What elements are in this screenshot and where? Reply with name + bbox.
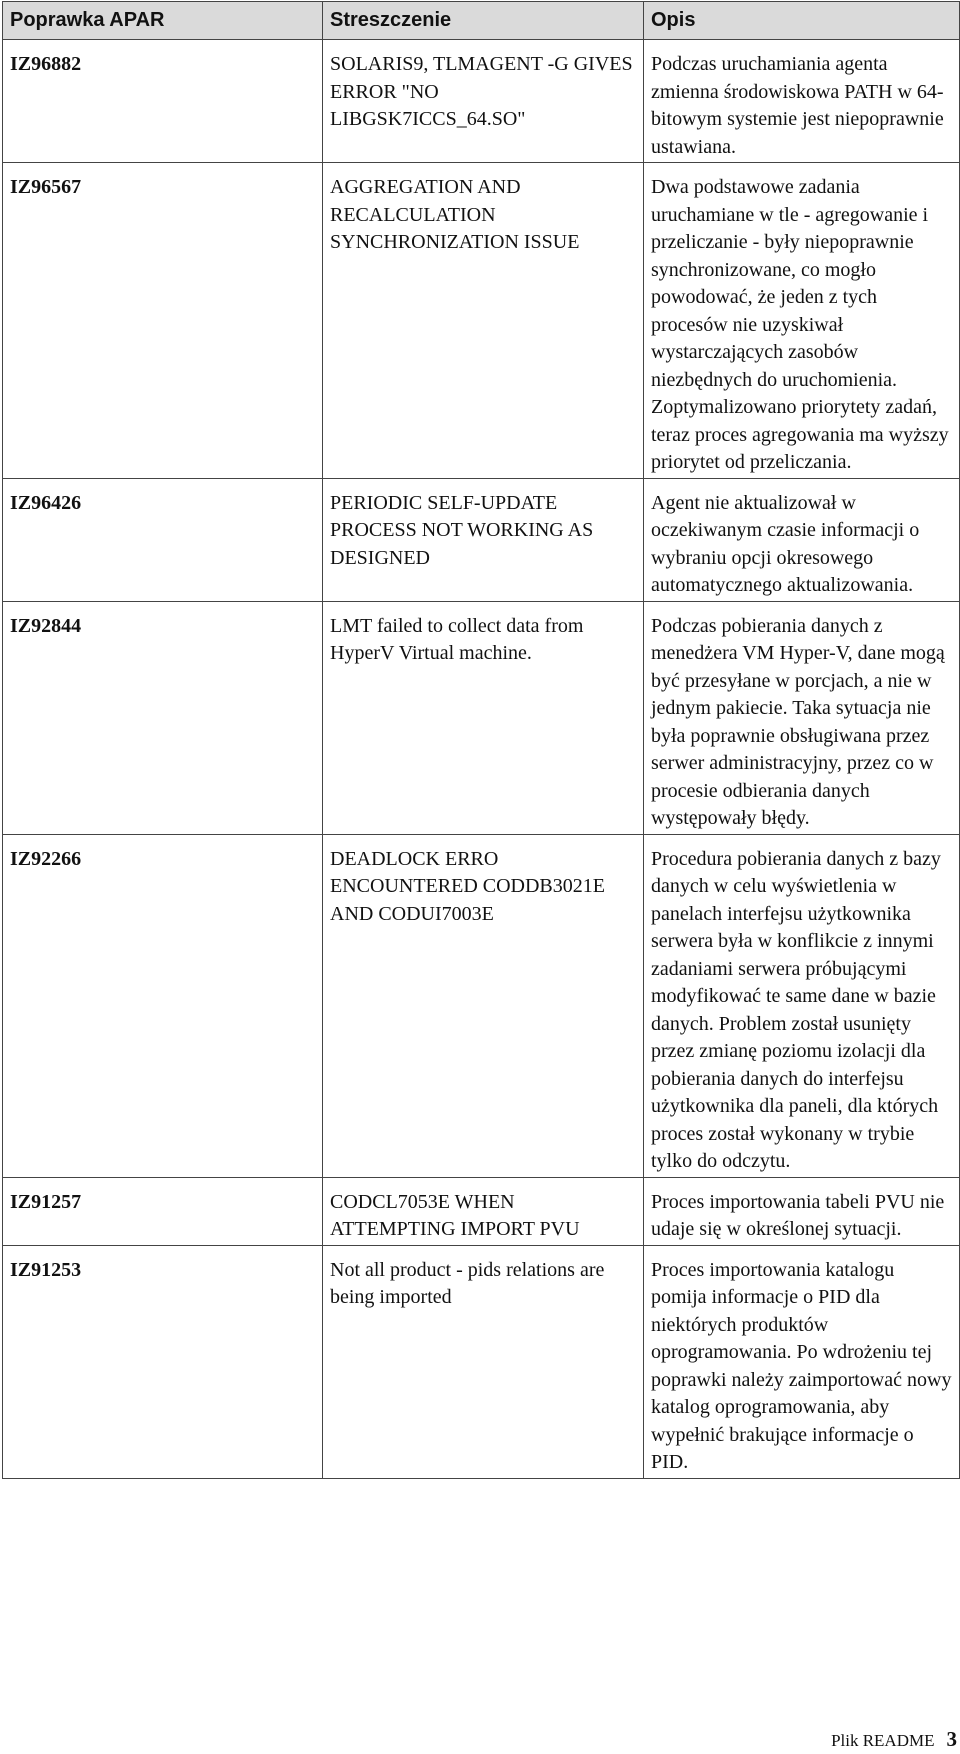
apar-description: Agent nie aktualizował w oczekiwanym czasie informacji o wybraniu opcji okresowego automatycznego aktualizowania. (644, 478, 960, 601)
table-row (3, 40, 960, 163)
apar-summary: CODCL7053E WHEN ATTEMPTING IMPORT PVU (323, 1177, 644, 1245)
apar-description: Proces importowania tabeli PVU nie udaje się w określonej sytuacji. (644, 1177, 960, 1245)
header-summary: Streszczenie (323, 2, 644, 40)
apar-summary: SOLARIS9, TLMAGENT -G GIVES ERROR "NO LIBGSK7ICCS_64.SO" (323, 40, 644, 163)
table-row (3, 834, 960, 1177)
table-row (3, 1177, 960, 1245)
footer-document-label: Plik README (831, 1731, 935, 1750)
apar-id: IZ92844 (3, 601, 323, 834)
table-body (3, 40, 960, 1479)
table-row (3, 478, 960, 601)
apar-description: Proces importowania katalogu pomija informacje o PID dla niektórych produktów oprogramowania. Po wdrożeniu tej poprawki należy zaimportować nowy katalog oprogramowania, aby wypełnić brakujące informacje o PID. (644, 1245, 960, 1478)
page-number: 3 (946, 1727, 957, 1751)
apar-summary: AGGREGATION AND RECALCULATION SYNCHRONIZATION ISSUE (323, 163, 644, 479)
header-description: Opis (644, 2, 960, 40)
apar-summary: LMT failed to collect data from HyperV Virtual machine. (323, 601, 644, 834)
apar-id: IZ96567 (3, 163, 323, 479)
apar-description: Dwa podstawowe zadania uruchamiane w tle - agregowanie i przeliczanie - były niepoprawnie synchronizowane, co mogło powodować, że jeden z tych procesów nie uzyskiwał wystarczających zasobów niezbędnych do uruchomienia. Zoptymalizowano priorytety zadań, teraz proces agregowania ma wyższy priorytet od przeliczania. (644, 163, 960, 479)
apar-id: IZ96426 (3, 478, 323, 601)
table-row (3, 163, 960, 479)
apar-id: IZ91253 (3, 1245, 323, 1478)
apar-id: IZ96882 (3, 40, 323, 163)
apar-id: IZ92266 (3, 834, 323, 1177)
table-row (3, 1245, 960, 1478)
apar-summary: PERIODIC SELF-UPDATE PROCESS NOT WORKING AS DESIGNED (323, 478, 644, 601)
table-header (3, 2, 960, 40)
apar-description: Procedura pobierania danych z bazy danych w celu wyświetlenia w panelach interfejsu użytkownika serwera była w konflikcie z innymi zadaniami serwera próbującymi modyfikować te same dane w bazie danych. Problem został usunięty przez zmianę poziomu izolacji dla pobierania danych do interfejsu użytkownika dla paneli, dla których proces został wykonany w trybie tylko do odczytu. (644, 834, 960, 1177)
header-row (3, 2, 960, 40)
page-footer (831, 1727, 957, 1752)
apar-description: Podczas uruchamiania agenta zmienna środowiskowa PATH w 64-bitowym systemie jest niepoprawnie ustawiana. (644, 40, 960, 163)
header-apar: Poprawka APAR (3, 2, 323, 40)
apar-summary: Not all product - pids relations are being imported (323, 1245, 644, 1478)
apar-summary: DEADLOCK ERRO ENCOUNTERED CODDB3021E AND CODUI7003E (323, 834, 644, 1177)
table-row (3, 601, 960, 834)
apar-description: Podczas pobierania danych z menedżera VM Hyper-V, dane mogą być przesyłane w porcjach, a nie w jednym pakiecie. Taka sytuacja nie była poprawnie obsługiwana przez serwer administracyjny, przez co w procesie odbierania danych występowały błędy. (644, 601, 960, 834)
apar-table (2, 1, 960, 1479)
apar-id: IZ91257 (3, 1177, 323, 1245)
